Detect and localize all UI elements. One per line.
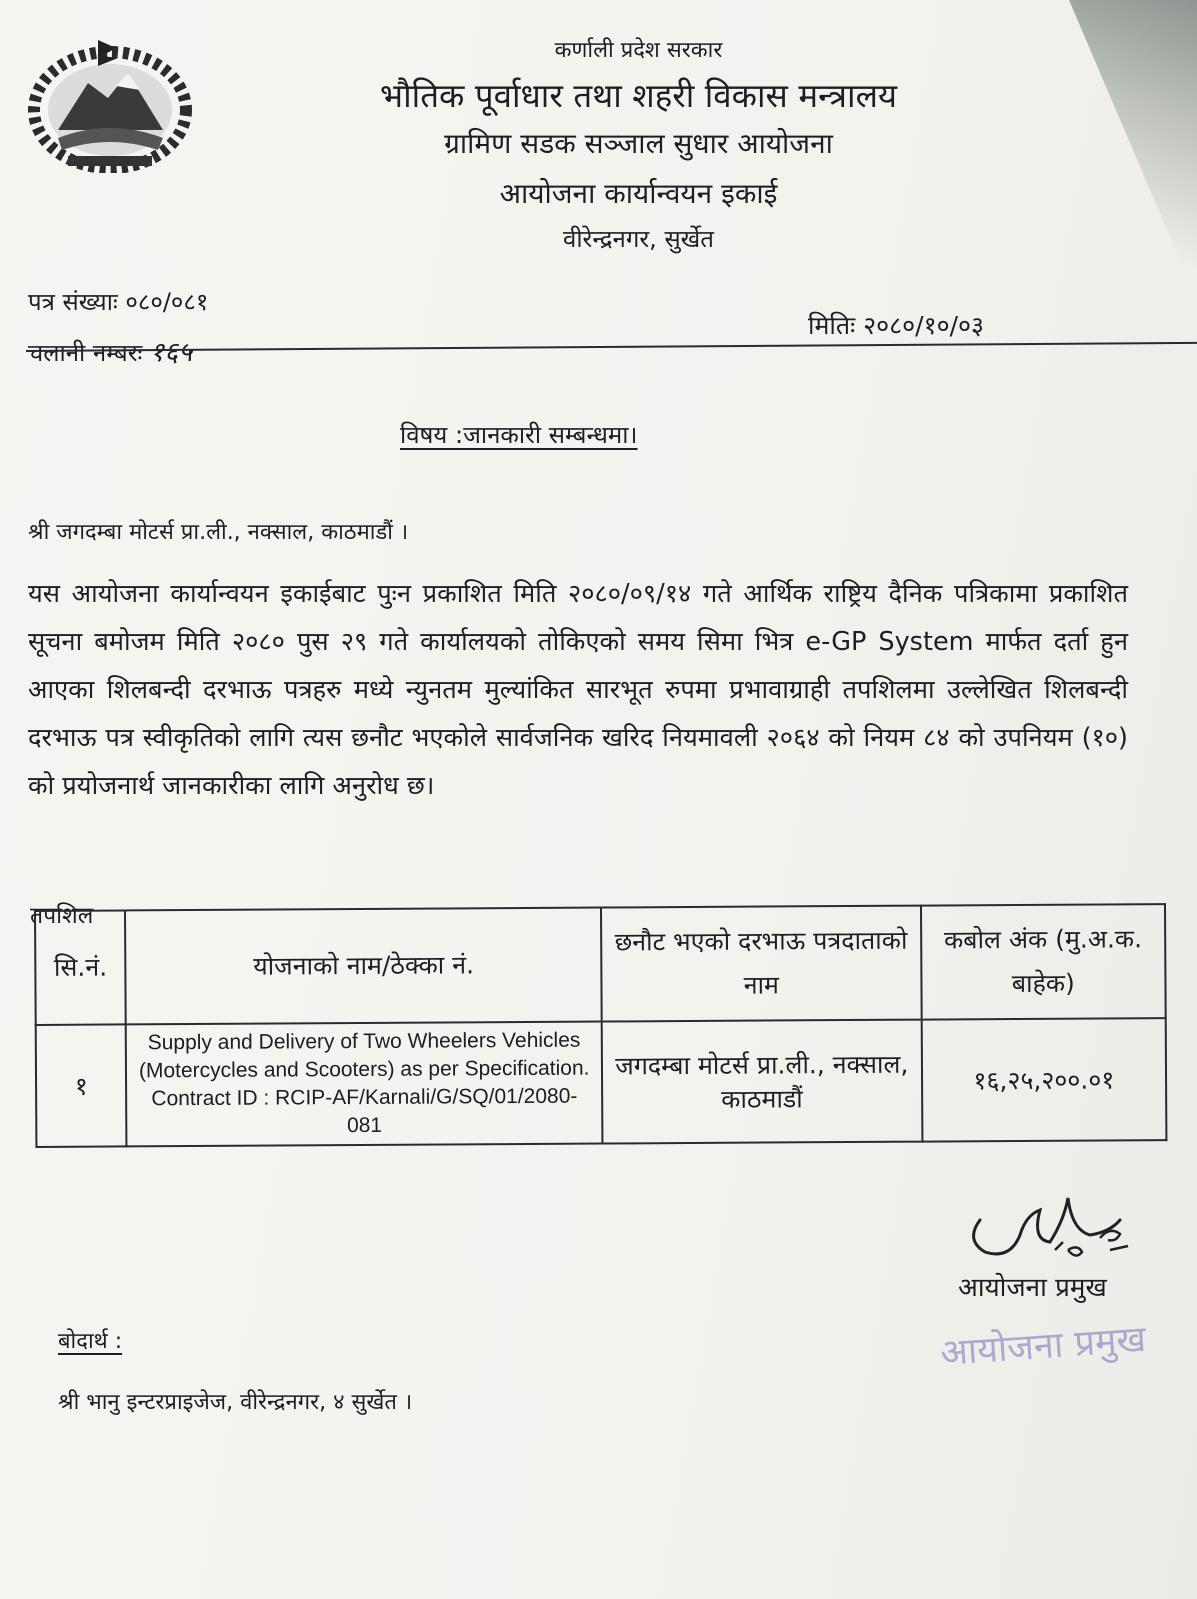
table-row <box>36 1018 1167 1147</box>
project-name: ग्रामिण सडक सञ्जाल सुधार आयोजना <box>444 127 833 160</box>
dispatch-number-value: १६५ <box>150 337 193 368</box>
letter-body: यस आयोजना कार्यान्वयन इकाईबाट पुःन प्रकाशित मिति २०८०/०९/१४ गते आर्थिक राष्ट्रिय दैनिक पत्रिकामा प्रकाशित सूचना बमोजम मिति २०८० पुस २९ गते कार्यालयको तोकिएको समय सिमा भित्र e-GP System मार्फत दर्ता हुन आएका शिलबन्दी दरभाऊ पत्रहरु मध्ये न्युनतम मुल्यांकित सारभूत रुपमा प्रभावाग्राही तपशिलमा उल्लेखित शिलबन्दी दरभाऊ पत्र स्वीकृतिको लागि त्यस छनौट भएकोले सार्वजनिक खरिद नियमावली २०६४ को नियम ८४ को उपनियम (१०) को प्रयोजनार्थ जानकारीका लागि अनुरोध छ। <box>28 579 1128 801</box>
cc-recipient: श्री भानु इन्टरप्राइजेज, वीरेन्द्रनगर, ४ सुर्खेत । <box>58 1390 413 1415</box>
addressee: श्री जगदम्बा मोटर्स प्रा.ली., नक्साल, काठमाडौं । <box>28 520 409 545</box>
ministry-name: भौतिक पूर्वाधार तथा शहरी विकास मन्त्रालय <box>379 76 898 115</box>
date-label: मितिः <box>808 311 856 340</box>
letter-number-value: ०८०/०८१ <box>125 288 209 316</box>
cell-bidder: जगदम्बा मोटर्स प्रा.ली., नक्साल, काठमाडौं <box>602 1020 922 1144</box>
cell-amount: १६,२५,२००.०१ <box>921 1018 1166 1141</box>
office-stamp: आयोजना प्रमुख <box>938 1318 1148 1375</box>
date-value: २०८०/१०/०३ <box>863 311 985 340</box>
cell-project: Supply and Delivery of Two Wheelers Vehicles (Motercycles and Scooters) as per Specification. Contract ID : RCIP-AF/Karnali/G/SQ/01/2080-081 <box>126 1022 602 1147</box>
header-project: योजनाको नाम/ठेक्का नं. <box>125 908 601 1025</box>
government-name: कर्णाली प्रदेश सरकार <box>554 38 723 63</box>
subject-line: विषय :जानकारी सम्बन्धमा। <box>400 421 638 449</box>
office-address: वीरेन्द्रनगर, सुर्खेत <box>563 225 714 253</box>
table-caption: तपशिल <box>30 903 94 929</box>
header-bidder: छनौट भएको दरभाऊ पत्रदाताको नाम <box>601 906 921 1022</box>
details-table <box>34 903 1167 1148</box>
unit-name: आयोजना कार्यान्वयन इकाई <box>499 177 778 210</box>
header-amount: कबोल अंक (मु.अ.क. बाहेक) <box>921 904 1166 1019</box>
letter-date <box>808 308 984 342</box>
cc-label: बोदार्थ : <box>58 1329 123 1354</box>
table-header-row <box>35 904 1166 1025</box>
signatory-title: आयोजना प्रमुख <box>958 1273 1107 1303</box>
letter-number-label: पत्र संख्याः <box>28 288 118 316</box>
header-sn: सि.नं. <box>35 910 126 1025</box>
letter-number <box>28 285 208 318</box>
handwritten-signature <box>960 1180 1160 1275</box>
dispatch-number-label: चलानी नम्बरः <box>28 339 143 367</box>
cell-sn: १ <box>36 1024 127 1147</box>
